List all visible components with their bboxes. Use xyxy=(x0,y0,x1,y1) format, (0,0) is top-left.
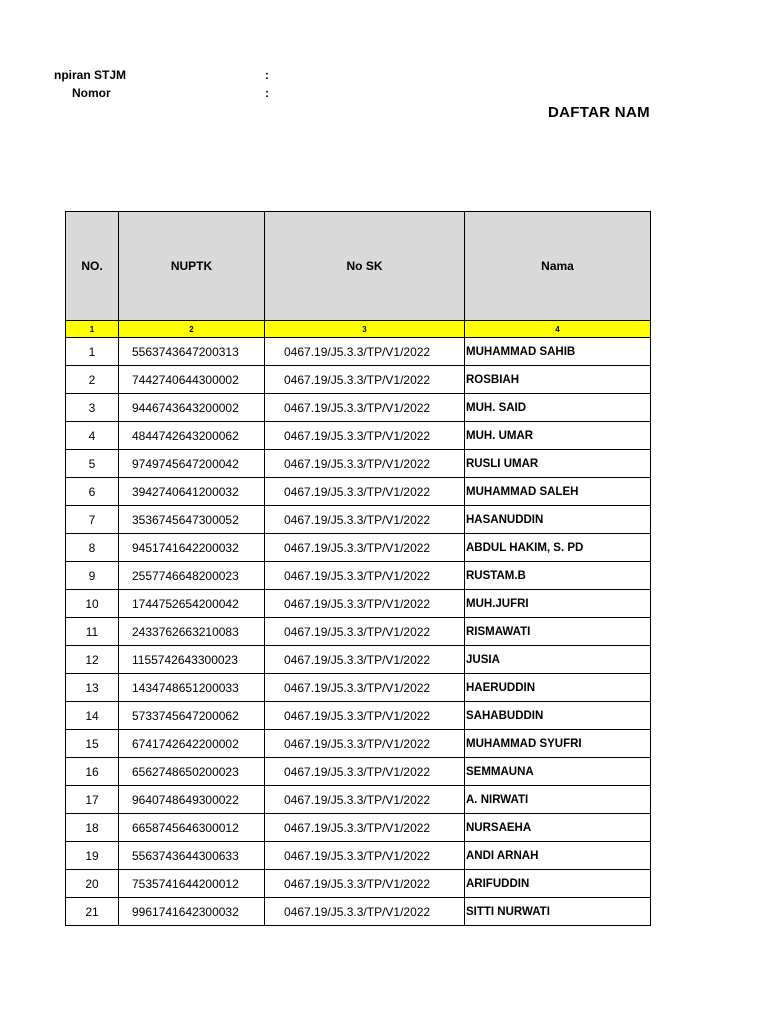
cell-no: 12 xyxy=(66,646,119,674)
table-body xyxy=(66,338,651,926)
table-row xyxy=(66,366,651,394)
column-header-no: NO. xyxy=(66,212,119,321)
table-row xyxy=(66,394,651,422)
cell-no: 5 xyxy=(66,450,119,478)
cell-nuptk: 5563743647200313 xyxy=(119,338,265,366)
cell-no: 4 xyxy=(66,422,119,450)
cell-no: 1 xyxy=(66,338,119,366)
column-number: 3 xyxy=(265,321,465,338)
cell-no-sk: 0467.19/J5.3.3/TP/V1/2022 xyxy=(265,898,465,926)
cell-no: 7 xyxy=(66,506,119,534)
table-row xyxy=(66,814,651,842)
column-number: 1 xyxy=(66,321,119,338)
cell-nuptk: 3536745647300052 xyxy=(119,506,265,534)
cell-nama: ANDI ARNAH xyxy=(465,842,651,870)
cell-no-sk: 0467.19/J5.3.3/TP/V1/2022 xyxy=(265,506,465,534)
cell-no: 13 xyxy=(66,674,119,702)
table-row xyxy=(66,618,651,646)
table-row xyxy=(66,646,651,674)
cell-nuptk: 6658745646300012 xyxy=(119,814,265,842)
cell-nama: MUH. UMAR xyxy=(465,422,651,450)
cell-no-sk: 0467.19/J5.3.3/TP/V1/2022 xyxy=(265,450,465,478)
cell-nama: SAHABUDDIN xyxy=(465,702,651,730)
cell-no: 10 xyxy=(66,590,119,618)
cell-nama: HAERUDDIN xyxy=(465,674,651,702)
cell-no-sk: 0467.19/J5.3.3/TP/V1/2022 xyxy=(265,534,465,562)
cell-nama: SEMMAUNA xyxy=(465,758,651,786)
cell-nama: JUSIA xyxy=(465,646,651,674)
table-row xyxy=(66,842,651,870)
cell-nama: MUH.JUFRI xyxy=(465,590,651,618)
document-title: DAFTAR NAM xyxy=(548,104,650,121)
cell-nuptk: 6741742642200002 xyxy=(119,730,265,758)
table-row xyxy=(66,590,651,618)
column-number: 4 xyxy=(465,321,651,338)
cell-no: 9 xyxy=(66,562,119,590)
cell-nuptk: 5563743644300633 xyxy=(119,842,265,870)
table-row xyxy=(66,534,651,562)
table-row xyxy=(66,422,651,450)
column-header-no-sk: No SK xyxy=(265,212,465,321)
table-row xyxy=(66,478,651,506)
cell-nuptk: 6562748650200023 xyxy=(119,758,265,786)
cell-no: 19 xyxy=(66,842,119,870)
cell-nama: SITTI NURWATI xyxy=(465,898,651,926)
table-row xyxy=(66,758,651,786)
cell-nuptk: 7535741644200012 xyxy=(119,870,265,898)
cell-nuptk: 9451741642200032 xyxy=(119,534,265,562)
teacher-list-table xyxy=(65,211,651,926)
cell-no-sk: 0467.19/J5.3.3/TP/V1/2022 xyxy=(265,758,465,786)
cell-no: 16 xyxy=(66,758,119,786)
cell-nama: MUHAMMAD SALEH xyxy=(465,478,651,506)
cell-no-sk: 0467.19/J5.3.3/TP/V1/2022 xyxy=(265,366,465,394)
cell-nama: ROSBIAH xyxy=(465,366,651,394)
nomor-colon: : xyxy=(265,86,269,100)
cell-no-sk: 0467.19/J5.3.3/TP/V1/2022 xyxy=(265,646,465,674)
table-row xyxy=(66,338,651,366)
cell-nuptk: 3942740641200032 xyxy=(119,478,265,506)
cell-nama: RUSLI UMAR xyxy=(465,450,651,478)
cell-nuptk: 9446743643200002 xyxy=(119,394,265,422)
table-row xyxy=(66,562,651,590)
cell-nuptk: 9749745647200042 xyxy=(119,450,265,478)
cell-no-sk: 0467.19/J5.3.3/TP/V1/2022 xyxy=(265,786,465,814)
cell-nuptk: 2433762663210083 xyxy=(119,618,265,646)
cell-no: 17 xyxy=(66,786,119,814)
cell-nuptk: 1155742643300023 xyxy=(119,646,265,674)
lampiran-colon: : xyxy=(265,68,269,82)
table-row xyxy=(66,702,651,730)
cell-no: 2 xyxy=(66,366,119,394)
cell-nama: A. NIRWATI xyxy=(465,786,651,814)
column-header-nuptk: NUPTK xyxy=(119,212,265,321)
cell-nama: NURSAEHA xyxy=(465,814,651,842)
table-row xyxy=(66,870,651,898)
cell-no-sk: 0467.19/J5.3.3/TP/V1/2022 xyxy=(265,814,465,842)
cell-no-sk: 0467.19/J5.3.3/TP/V1/2022 xyxy=(265,870,465,898)
cell-nuptk: 4844742643200062 xyxy=(119,422,265,450)
cell-nuptk: 9640748649300022 xyxy=(119,786,265,814)
cell-nuptk: 2557746648200023 xyxy=(119,562,265,590)
cell-nama: ABDUL HAKIM, S. PD xyxy=(465,534,651,562)
cell-no: 20 xyxy=(66,870,119,898)
lampiran-label: npiran STJM xyxy=(54,68,127,82)
cell-no-sk: 0467.19/J5.3.3/TP/V1/2022 xyxy=(265,730,465,758)
column-number-row xyxy=(66,321,651,338)
nomor-label: Nomor xyxy=(72,86,111,100)
cell-no-sk: 0467.19/J5.3.3/TP/V1/2022 xyxy=(265,394,465,422)
cell-no: 8 xyxy=(66,534,119,562)
cell-no: 3 xyxy=(66,394,119,422)
cell-no-sk: 0467.19/J5.3.3/TP/V1/2022 xyxy=(265,478,465,506)
cell-nuptk: 1744752654200042 xyxy=(119,590,265,618)
cell-no: 11 xyxy=(66,618,119,646)
cell-no: 6 xyxy=(66,478,119,506)
cell-nama: MUH. SAID xyxy=(465,394,651,422)
column-header-nama: Nama xyxy=(465,212,651,321)
cell-no: 21 xyxy=(66,898,119,926)
cell-no-sk: 0467.19/J5.3.3/TP/V1/2022 xyxy=(265,674,465,702)
cell-no-sk: 0467.19/J5.3.3/TP/V1/2022 xyxy=(265,422,465,450)
cell-nama: MUHAMMAD SYUFRI xyxy=(465,730,651,758)
cell-no: 14 xyxy=(66,702,119,730)
column-header-row xyxy=(66,212,651,321)
cell-no: 15 xyxy=(66,730,119,758)
cell-no-sk: 0467.19/J5.3.3/TP/V1/2022 xyxy=(265,618,465,646)
column-number: 2 xyxy=(119,321,265,338)
cell-no-sk: 0467.19/J5.3.3/TP/V1/2022 xyxy=(265,590,465,618)
cell-no-sk: 0467.19/J5.3.3/TP/V1/2022 xyxy=(265,842,465,870)
table-row xyxy=(66,786,651,814)
table-row xyxy=(66,898,651,926)
cell-nama: HASANUDDIN xyxy=(465,506,651,534)
cell-nuptk: 1434748651200033 xyxy=(119,674,265,702)
table-row xyxy=(66,730,651,758)
table-row xyxy=(66,674,651,702)
cell-no-sk: 0467.19/J5.3.3/TP/V1/2022 xyxy=(265,702,465,730)
cell-nama: ARIFUDDIN xyxy=(465,870,651,898)
table-row xyxy=(66,450,651,478)
cell-nuptk: 7442740644300002 xyxy=(119,366,265,394)
cell-no: 18 xyxy=(66,814,119,842)
cell-no-sk: 0467.19/J5.3.3/TP/V1/2022 xyxy=(265,338,465,366)
cell-nama: RISMAWATI xyxy=(465,618,651,646)
cell-nama: MUHAMMAD SAHIB xyxy=(465,338,651,366)
table-row xyxy=(66,506,651,534)
cell-nama: RUSTAM.B xyxy=(465,562,651,590)
cell-nuptk: 9961741642300032 xyxy=(119,898,265,926)
cell-nuptk: 5733745647200062 xyxy=(119,702,265,730)
cell-no-sk: 0467.19/J5.3.3/TP/V1/2022 xyxy=(265,562,465,590)
